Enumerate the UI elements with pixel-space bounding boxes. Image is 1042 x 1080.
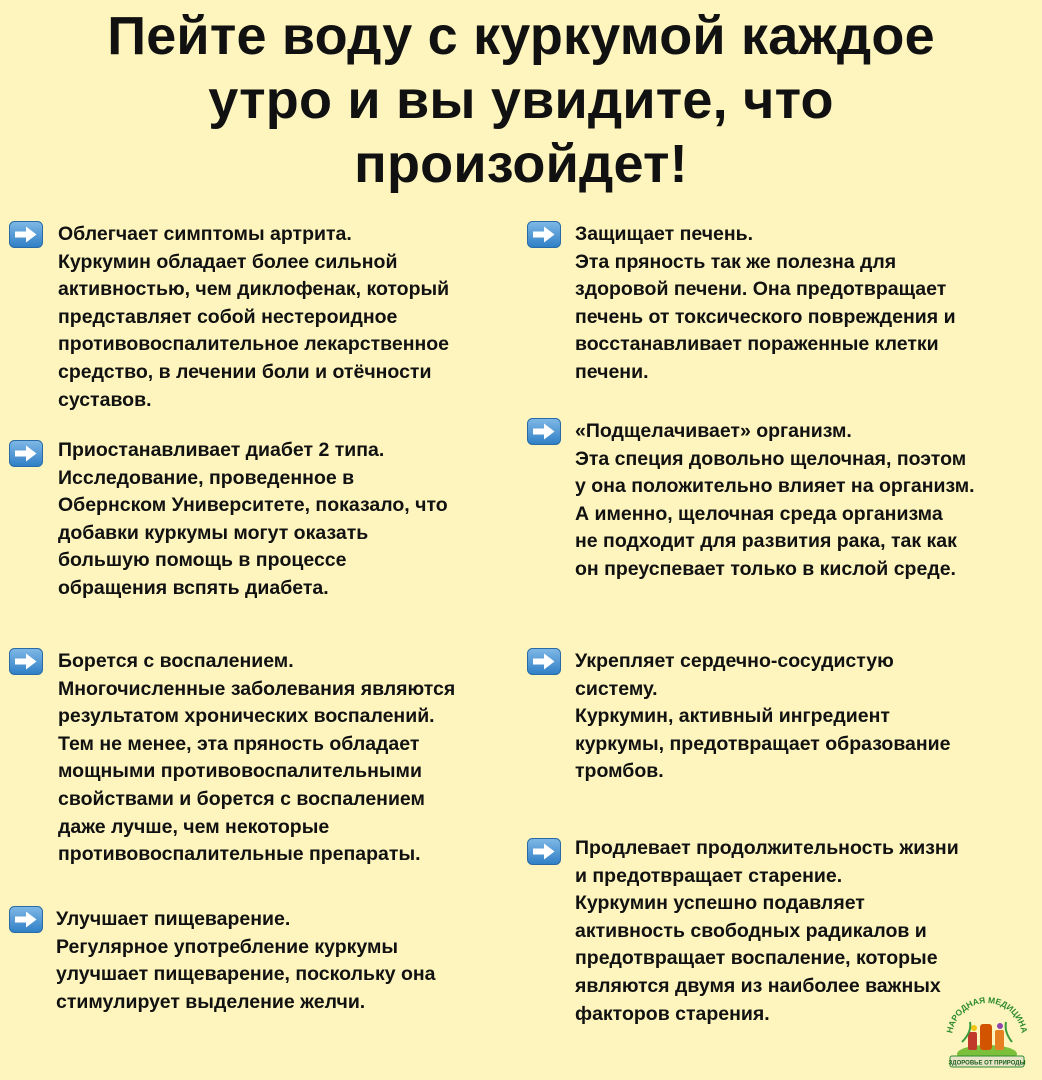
item-heading: Укрепляет сердечно-сосудистую систему. (575, 650, 894, 700)
title-line-3: произойдет! (354, 134, 688, 194)
list-item (575, 221, 956, 387)
item-text: Эта специя довольно щелочная, поэтом у она положительно влияет на организм. А именно, щелочная среда организма не подходит для развития рака, так как он преуспевает только в кислой среде. (575, 447, 975, 580)
arrow-right-icon (527, 838, 561, 865)
item-heading: Облегчает симптомы артрита. (58, 223, 352, 245)
list-item (58, 221, 449, 414)
item-text: Куркумин обладает более сильной активностью, чем диклофенак, который представляет собой нестероидное противовоспалительное лекарственное средство, в лечении боли и отёчности суставов. (58, 250, 450, 411)
list-item (575, 648, 951, 786)
list-item (575, 418, 975, 584)
arrow-right-icon (527, 418, 561, 445)
folk-medicine-logo-icon (942, 994, 1032, 1074)
list-item (56, 906, 436, 1016)
item-text: Эта пряность так же полезна для здоровой печени. Она предотвращает печень от токсического повреждения и восстанавливает пораженные клетки печени. (575, 250, 956, 383)
item-text: Исследование, проведенное в Обернском Университете, показало, что добавки куркумы могут оказать большую помощь в процессе обращения вспять диабета. (58, 466, 448, 599)
page-title (0, 4, 1042, 196)
logo-ribbon-text: ЗДОРОВЬЕ ОТ ПРИРОДЫ (948, 1060, 1026, 1067)
item-text: Многочисленные заболевания являются результатом хронических воспалений. Тем не менее, эта пряность обладает мощными противовоспалительными свойствами и борется с воспалением даже лучше, чем некоторые противовоспалительные препараты. (58, 677, 456, 866)
title-line-2: утро и вы увидите, что (208, 70, 834, 130)
arrow-right-icon (9, 221, 43, 248)
arrow-right-icon (9, 648, 43, 675)
list-item (575, 835, 959, 1028)
item-heading: Приостанавливает диабет 2 типа. (58, 439, 385, 461)
item-heading: «Подщелачивает» организм. (575, 420, 852, 442)
item-heading: Улучшает пищеварение. (56, 908, 291, 930)
item-heading: Защищает печень. (575, 223, 754, 245)
list-item (58, 437, 448, 603)
arrow-right-icon (527, 221, 561, 248)
item-heading: Борется с воспалением. (58, 650, 294, 672)
title-line-1: Пейте воду с куркумой каждое (107, 6, 935, 66)
item-text: Куркумин успешно подавляет активность свободных радикалов и предотвращает воспаление, которые являются двумя из наиболее важных факторов старения. (575, 892, 941, 1025)
arrow-right-icon (527, 648, 561, 675)
item-text: Куркумин, активный ингредиент куркумы, предотвращает образование тромбов. (575, 705, 951, 783)
list-item (58, 648, 455, 869)
logo-arc-text: НАРОДНАЯ МЕДИЦИНА (944, 994, 1030, 1034)
item-heading: Продлевает продолжительность жизни и предотвращает старение. (575, 837, 959, 887)
arrow-right-icon (9, 440, 43, 467)
arrow-right-icon (9, 906, 43, 933)
item-text: Регулярное употребление куркумы улучшает пищеварение, поскольку она стимулирует выделение желчи. (56, 935, 436, 1013)
